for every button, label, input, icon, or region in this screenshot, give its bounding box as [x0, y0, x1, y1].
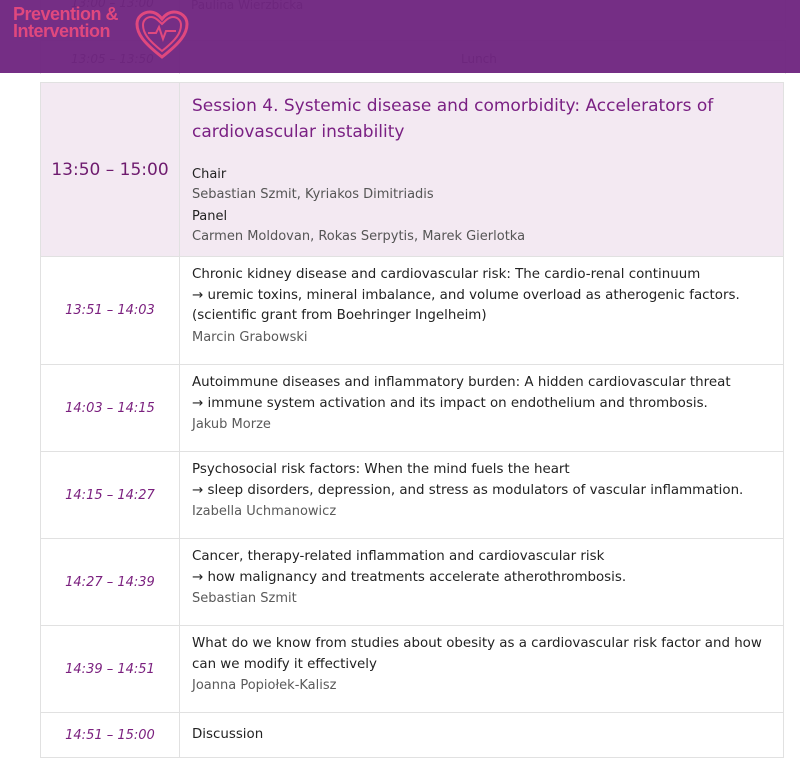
talk-detail: → uremic toxins, mineral imbalance, and volume overload as atherogenic factors. — [192, 287, 740, 303]
talk-speaker: Sebastian Szmit — [192, 591, 297, 606]
table-row — [40, 452, 784, 539]
talk-title: Chronic kidney disease and cardiovascular risk: The cardio-renal continuum — [192, 267, 701, 282]
chair-label: Chair — [192, 167, 227, 182]
talk-detail: → how malignancy and treatments accelerate atherothrombosis. — [192, 569, 627, 585]
table-row — [40, 365, 784, 452]
talk-content — [180, 365, 783, 451]
heart-logo-icon — [134, 9, 190, 61]
talk-time: 14:51 – 15:00 — [41, 713, 180, 757]
talk-speaker: Joanna Popiołek-Kalisz — [192, 678, 337, 693]
talk-detail: → immune system activation and its impact on endothelium and thrombosis. — [192, 395, 708, 411]
talk-speaker: Izabella Uchmanowicz — [192, 504, 337, 519]
table-row — [40, 713, 784, 758]
talk-content — [180, 539, 783, 625]
talk-title: Cancer, therapy-related inflammation and cardiovascular risk — [192, 549, 605, 564]
talk-time: 13:51 – 14:03 — [41, 257, 180, 364]
talk-content — [180, 257, 783, 364]
talk-title: Discussion — [192, 726, 264, 742]
table-row — [40, 626, 784, 713]
session-time: 13:50 – 15:00 — [41, 83, 180, 256]
talk-content — [180, 713, 783, 757]
panel-names: Carmen Moldovan, Rokas Serpytis, Marek Gierlotka — [192, 229, 526, 244]
talk-speaker: Marcin Grabowski — [192, 329, 308, 345]
talk-title: Autoimmune diseases and inflammatory burden: A hidden cardiovascular threat — [192, 375, 731, 390]
talk-detail: → sleep disorders, depression, and stress as modulators of vascular inflammation. — [192, 482, 744, 498]
logo-text-line1: Prevention & — [13, 4, 119, 24]
talk-title: Psychosocial risk factors: When the mind fuels the heart — [192, 462, 570, 477]
talk-content — [180, 452, 783, 538]
session-title: Session 4. Systemic disease and comorbidity: Accelerators of cardiovascular instability — [192, 96, 714, 142]
talk-title: What do we know from studies about obesity as a cardiovascular risk factor and how can we modify it effectively — [192, 636, 762, 672]
talk-time: 14:27 – 14:39 — [41, 539, 180, 625]
session-header-row — [40, 82, 784, 257]
talk-time: 14:03 – 14:15 — [41, 365, 180, 451]
session-schedule-table — [40, 82, 784, 758]
talk-time: 14:39 – 14:51 — [41, 626, 180, 712]
talk-note: (scientific grant from Boehringer Ingelheim) — [192, 308, 487, 323]
table-row — [40, 539, 784, 626]
session-details — [180, 83, 783, 256]
panel-label: Panel — [192, 209, 228, 224]
talk-time: 14:15 – 14:27 — [41, 452, 180, 538]
talk-content — [180, 626, 783, 712]
table-row — [40, 257, 784, 365]
site-header — [0, 0, 800, 73]
talk-speaker: Jakub Morze — [192, 417, 271, 432]
chair-names: Sebastian Szmit, Kyriakos Dimitriadis — [192, 187, 434, 202]
site-logo[interactable] — [13, 6, 118, 40]
logo-text-line2: Intervention — [13, 21, 111, 41]
